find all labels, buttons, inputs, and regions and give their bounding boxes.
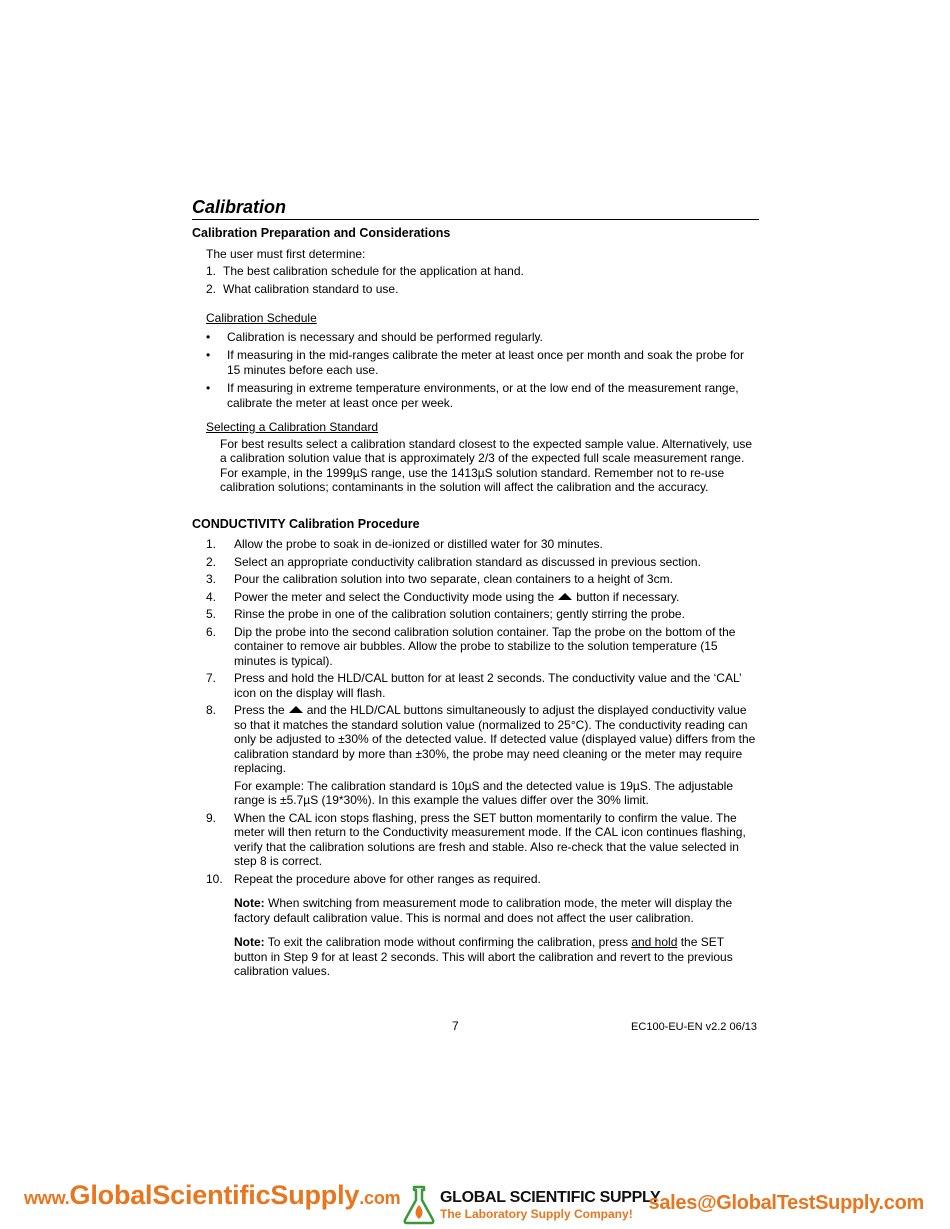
step-text: Allow the probe to soak in de-ionized or distilled water for 30 minutes. [234,537,603,551]
step-item [206,555,759,570]
step-text: Dip the probe into the second calibration solution container. Tap the probe on the bottom of the container to remove air bubbles. Allow the probe to stabilize to the solution temperature (15 minutes is typical). [234,624,736,668]
brand-block [440,1189,660,1221]
email-link[interactable]: sales@GlobalTestSupply.com [648,1192,924,1214]
step-text-post: and the HLD/CAL buttons simultaneously to adjust the displayed conductivity value so that it matches the standard solution value (normalized to 25°C). The conductivity reading can only be adjusted to ±30% of the detected value. If detected value (displayed value) differs from the calibration standard by more than ±30%, the probe may need cleaning or the meter may require replacing. [234,703,756,775]
schedule-heading: Calibration Schedule [206,311,317,325]
item-text: Calibration is necessary and should be performed regularly. [227,329,543,344]
note-emphasis: and hold [631,935,678,949]
step-item [206,811,759,869]
step-number: 2. [206,554,217,569]
step-number: 6. [206,624,217,639]
step-item [206,671,759,700]
note-label: Note: [234,896,265,910]
step-number: 4. [206,589,217,604]
prep-heading: Calibration Preparation and Considerations [192,226,451,240]
step-text: When the CAL icon stops flashing, press the SET button momentarily to confirm the value. The meter will then return to the Conductivity measurement mode. If the CAL icon continues flashing, verify that the calibration solutions are fresh and stable. Also re-check that the value selected in step 8 is correct. [234,810,746,868]
document-version: EC100-EU-EN v2.2 06/13 [631,1021,757,1033]
step-text [234,703,759,808]
note-exit-calibration [234,935,759,979]
page-number: 7 [452,1019,459,1033]
step-item [206,590,759,605]
list-item [206,330,759,345]
site-name: GlobalScientificSupply [69,1180,360,1210]
step-item [206,872,759,887]
step-example: For example: The calibration standard is 10µS and the detected value is 19µS. The adjustable range is ±5.7µS (19*30%). In this example the values differ over the 30% limit. [234,778,734,807]
standard-heading: Selecting a Calibration Standard [206,420,379,434]
step-text-pre: Power the meter and select the Conductivity mode using the [234,589,555,604]
prep-intro: The user must first determine: [206,246,366,261]
step-item [206,703,759,808]
step-text: Repeat the procedure above for other ranges as required. [234,871,541,886]
step-number: 7. [206,671,217,685]
site-prefix: www. [24,1188,70,1208]
step-text [234,590,759,605]
note-text-pre: To exit the calibration mode without confirming the calibration, press [267,935,628,949]
item-number: 2. [206,281,217,296]
prep-list [206,264,759,296]
bullet-icon: • [206,329,211,344]
bullet-icon: • [206,381,211,395]
note-default-value [234,896,759,925]
note-text-post: the SET button in Step 9 for at least 2 seconds. This will abort the calibration and revert to the previous calibration values. [234,935,733,978]
site-suffix: .com [359,1188,401,1208]
item-number: 1. [206,264,217,278]
item-text: If measuring in the mid-ranges calibrate the meter at least once per month and soak the probe for 15 minutes before each use. [227,348,744,377]
step-item [206,537,759,552]
step-number: 8. [206,703,217,717]
procedure-heading: CONDUCTIVITY Calibration Procedure [192,516,420,531]
list-item [206,348,759,377]
up-arrow-icon [289,706,303,713]
page-content [192,196,759,979]
flask-logo-icon [402,1185,436,1225]
procedure-steps [206,537,759,886]
page-footer [192,1019,759,1035]
page-title: Calibration [192,196,759,220]
step-number: 10. [206,871,223,886]
schedule-list [206,330,759,411]
up-arrow-icon [558,593,572,600]
bullet-icon: • [206,348,211,362]
item-text: The best calibration schedule for the application at hand. [223,264,524,278]
item-text: If measuring in extreme temperature environments, or at the low end of the measurement range, calibrate the meter at least once per week. [227,381,739,410]
step-text: Pour the calibration solution into two separate, clean containers to a height of 3cm. [234,572,673,586]
step-text-post: button if necessary. [576,589,680,604]
website-link[interactable] [24,1180,401,1210]
step-item [206,625,759,669]
note-label: Note: [234,935,265,949]
step-item [206,572,759,587]
step-text: Rinse the probe in one of the calibration solution containers; gently stirring the probe. [234,607,685,621]
step-number: 3. [206,572,217,586]
list-item [206,264,759,279]
brand-name: GLOBAL SCIENTIFIC SUPPLY [440,1189,661,1206]
brand-tagline: The Laboratory Supply Company! [440,1207,633,1221]
step-item [206,607,759,622]
step-text: Press and hold the HLD/CAL button for at least 2 seconds. The conductivity value and the ‘CAL’ icon on the display will flash. [234,671,742,700]
standard-text: For best results select a calibration standard closest to the expected sample value. Alternatively, use a calibration solution value that is approximately 2/3 of the expected full scale measurement range. For example, in the 1999µS range, use the 1413µS solution standard. Remember not to re-use calibration solutions; contaminants in the solution will affect the calibration and the accuracy. [220,436,753,494]
step-number: 1. [206,537,217,551]
list-item [206,381,759,410]
step-text-pre: Press the [234,703,285,717]
list-item [206,282,759,297]
step-number: 9. [206,810,217,825]
item-text: What calibration standard to use. [223,281,399,296]
step-number: 5. [206,607,217,621]
note-text: When switching from measurement mode to calibration mode, the meter will display the factory default calibration value. This is normal and does not affect the user calibration. [234,896,733,925]
step-text: Select an appropriate conductivity calibration standard as discussed in previous section. [234,554,701,569]
supplier-banner [0,1180,950,1229]
